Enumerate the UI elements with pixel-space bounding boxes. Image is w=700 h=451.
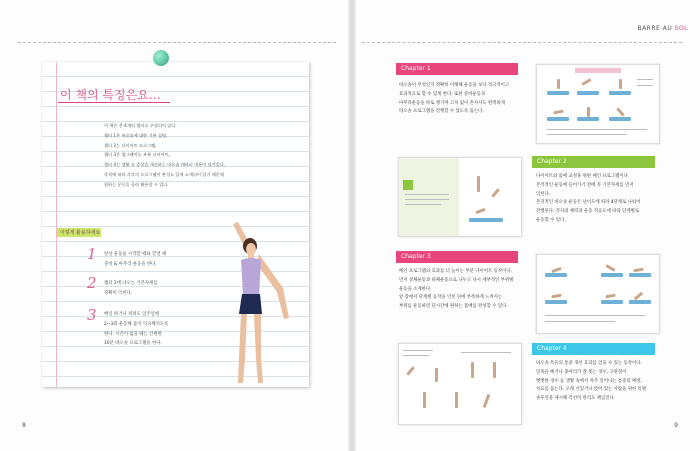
thumb-mat — [629, 300, 651, 304]
thumb-mat — [545, 273, 567, 277]
thumb-text-line — [461, 352, 511, 353]
chapter-line: 먼저 상체운동과 하체운동으로 나누고 다시 세부적인 부위별 — [399, 277, 514, 283]
thumb-mat — [601, 273, 623, 277]
thumb-text-line — [637, 85, 653, 86]
thumb-figure — [553, 110, 563, 115]
chapter-line: 운동할 수 있다. — [536, 217, 566, 223]
thumb-figure — [483, 394, 491, 408]
chapter-line: 솔루션을 제시해 각선미 관리도 책임진다. — [536, 396, 616, 402]
thumb-text-line — [545, 315, 645, 316]
pushpin-icon — [153, 50, 169, 66]
thumb-title-bar — [575, 68, 621, 73]
chapter-line: 운동을 소개한다. — [399, 286, 432, 292]
chapter-2-text — [536, 173, 668, 226]
tip-text — [104, 250, 216, 270]
chapter-line: 말목을 삐거나 종아리가 잘 붓는 경우, 고관절이 — [536, 369, 627, 375]
chapter-3-thumbnail — [536, 254, 660, 334]
right-dashed-rule — [362, 42, 682, 44]
thumb-figure — [587, 107, 590, 117]
intro-line: 챕터 4는 생활 속 증상을 개선하는 바오솔 테라피 내용이 담겨있다. — [104, 162, 226, 168]
thumb-text-line — [405, 204, 441, 205]
chapter-line: 치료를 돕는다. 오래 서있거나 앉아 있는 사람을 위한 특별 — [536, 387, 647, 393]
thumb-text-line — [637, 79, 653, 80]
tip-line: 정확히 익힌다. — [104, 290, 133, 296]
thumb-figure — [455, 392, 458, 408]
thumb-figure — [633, 268, 643, 273]
chapter-line: 바오솔 프로그램을 진행할 수 있도록 돕는다. — [399, 109, 484, 115]
chapter-3-text — [399, 268, 531, 312]
intro-line: 이 책은 총 4개의 챕터로 구성되어 있다. — [104, 123, 177, 128]
left-dashed-rule — [18, 42, 336, 44]
chapter-line: 부위를 운동하면 단시간에 원하는 몸매를 완성할 수 있다. — [399, 304, 508, 310]
thumb-figure — [493, 362, 496, 378]
chapter-line: 바오솔이 무엇인지 정확히 이해해 운동을 보다 적극적이고 — [399, 83, 510, 88]
intro-line: 원하는 운동을 골라 활용할 수 있다. — [104, 181, 169, 187]
chapter-line: 마무리운동을 바로 챙기며 고치 없이 혼자서도 완벽하게 — [399, 100, 505, 106]
thumb-figure — [619, 79, 622, 89]
chapter-line: 진행된다. 각자의 체력과 운동 적응도에 따라 단계별로 — [536, 209, 640, 215]
chapter-2-bar: Chapter 2 — [532, 156, 655, 168]
chapter-1-bar: Chapter 1 — [396, 63, 518, 75]
tip-line: 준비 & 마무리 운동을 한다. — [104, 261, 157, 267]
tip-line: 항상 운동을 시작할 때와 끝낼 때 — [104, 252, 167, 257]
thumb-figure — [616, 107, 625, 117]
chapter-line: 본격적인 운동에 들어가기 전에 꼭 기본자세를 먼저 — [536, 182, 634, 188]
thumb-green-mark — [403, 180, 413, 190]
chapter-4-thumbnail — [398, 343, 522, 425]
running-header — [637, 25, 688, 32]
tip-line: 챕터 2에 나오는 기본자세를 — [104, 281, 158, 286]
chapter-line: 효과적으로 할 수 있게 한다. 또한 준비운동과 — [399, 91, 486, 97]
intro-line: 챕터 2는 다이어트 프로그램, — [104, 142, 157, 148]
tip-text — [104, 310, 216, 349]
thumb-text-line — [405, 194, 449, 195]
thumb-text-line — [403, 355, 429, 356]
chapter-line: 앞 장에서 단계별 동작을 익힌 뒤에 부족하게 느껴지는 — [399, 295, 503, 301]
chapter-line: 본격적인 바오솔 운동은 난이도에 따라 4단계로 나눠어 — [536, 200, 641, 206]
chapter-1-thumbnail — [536, 64, 660, 144]
chapter-line: 메인 프로그램의 효과를 더 높이는 부분 다이어트 동작이다. — [399, 269, 512, 274]
thumb-mat — [609, 91, 631, 95]
dancer-photo — [205, 218, 295, 388]
tip-line: 2~3회 운동해 몸이 익숙해지도록 — [104, 321, 169, 327]
page-title: 이 책의 특징은요… — [60, 88, 161, 102]
tip-number: 3 — [87, 306, 97, 324]
thumb-text-line — [545, 321, 615, 322]
title-underline — [58, 102, 170, 103]
chapter-2-thumbnail — [398, 157, 522, 237]
thumb-figure — [477, 176, 480, 192]
thumb-text-line — [547, 129, 647, 130]
chapter-line: 다이어트와 몸매 교정을 위한 메인 프로그램이다. — [536, 174, 630, 179]
tip-text — [104, 279, 216, 299]
thumb-figure — [475, 208, 485, 214]
intro-text — [104, 121, 294, 190]
thumb-mat — [577, 117, 599, 121]
chapter-4-text — [536, 360, 668, 404]
chapter-line: 바오솔 특유의 통증 개선 효과를 얻을 수 있는 동작이다. — [536, 361, 642, 366]
thumb-figure — [581, 78, 591, 86]
chapter-1-text — [399, 82, 531, 117]
thumb-figure — [471, 362, 474, 378]
thumb-figure — [423, 392, 426, 408]
thumb-figure — [605, 264, 615, 272]
chapter-3-bar: Chapter 3 — [396, 251, 518, 263]
thumb-text-line — [547, 134, 627, 135]
notebook-margin-line — [56, 62, 57, 387]
thumb-figure — [557, 79, 560, 89]
thumb-text-line — [405, 199, 449, 200]
tip-line: 10분 바오솔 프로그램을 한다. — [104, 341, 162, 347]
page-number-left: 8 — [22, 422, 26, 429]
tip-number: 1 — [87, 245, 97, 263]
chapter-4-bar: Chapter 4 — [532, 343, 655, 355]
thumb-mat — [577, 91, 599, 95]
tip-number: 2 — [87, 274, 97, 292]
intro-line: 목적에 따라 각각의 프로그램이 완성도 있게 소개되어 있기 때문에 — [104, 171, 224, 177]
thumb-mat — [629, 273, 651, 277]
intro-line: 챕터 1은 바오솔에 대한 기본 설명, — [104, 132, 168, 138]
thumb-figure — [435, 368, 438, 382]
thumb-mat — [601, 300, 623, 304]
thumb-mat — [609, 117, 631, 121]
thumb-green-page — [399, 158, 459, 236]
chapter-line: 뻣뻣한 경우 등 생활 속에서 자주 일어나는 통증의 예방, — [536, 378, 642, 384]
tips-label: 이렇게 활용하세요 — [60, 230, 101, 236]
header-prefix: BARRE AU — [637, 25, 675, 32]
page-number-right: 9 — [674, 422, 678, 429]
thumb-figure — [551, 294, 561, 299]
tip-line: 매일 하거나 꺼려도 일주일에 — [104, 312, 160, 317]
intro-line: 챕터 3은 업그레이드 부분 다이어트, — [104, 152, 170, 158]
thumb-mat — [545, 300, 567, 304]
thumb-figure — [491, 188, 500, 198]
book-gutter — [348, 0, 356, 451]
chapter-line: 익힌다. — [536, 191, 551, 197]
thumb-text-line — [403, 350, 433, 351]
tip-line: 한다. 시간이 없을 때는 간편한 — [104, 331, 162, 337]
header-accent: SOL — [674, 25, 688, 32]
thumb-mat — [547, 117, 569, 121]
thumb-figure — [605, 294, 615, 299]
thumb-mat — [547, 91, 569, 95]
thumb-figure — [406, 366, 415, 376]
thumb-mat — [469, 218, 503, 222]
